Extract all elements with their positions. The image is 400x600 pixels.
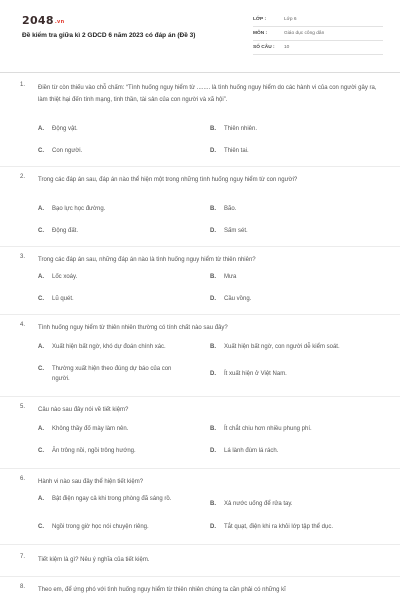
option-text: Không thầy đố mày làm nên. — [52, 426, 129, 432]
meta-table — [253, 13, 383, 55]
option-b[interactable] — [210, 124, 385, 134]
option-letter: C. — [38, 524, 44, 530]
option-c[interactable] — [38, 294, 198, 304]
logo-text: 2048 — [22, 14, 54, 27]
option-c[interactable] — [38, 446, 203, 456]
option-letter: D. — [210, 524, 216, 530]
document-title: Đề kiểm tra giữa kì 2 GDCD 6 năm 2023 có đáp án (Đề 3) — [22, 32, 196, 39]
option-text: Tắt quạt, điện khi ra khỏi lớp tập thể dục. — [224, 524, 333, 530]
option-letter: C. — [38, 148, 44, 154]
option-text: Thiên tai. — [224, 148, 249, 154]
option-letter: A. — [38, 126, 44, 132]
option-letter: A. — [38, 206, 44, 212]
option-text: Cầu vồng. — [224, 296, 252, 302]
meta-value: 10 — [284, 45, 290, 50]
option-letter: A. — [38, 496, 44, 502]
option-text: Ăn trông nồi, ngồi trông hướng. — [52, 448, 136, 454]
option-c[interactable] — [38, 226, 198, 236]
option-a[interactable] — [38, 272, 198, 282]
option-text: Ngồi trong giờ học nói chuyện riêng. — [52, 524, 149, 530]
option-letter: D. — [210, 148, 216, 154]
question-text: Theo em, để ứng phó với tình huống nguy hiểm từ thiên nhiên chúng ta cần phải có những kĩ — [38, 587, 286, 593]
option-b[interactable] — [210, 342, 390, 352]
option-letter: C. — [38, 366, 44, 372]
option-letter: B. — [210, 344, 216, 350]
option-d[interactable] — [210, 146, 385, 156]
meta-row-subject — [253, 27, 383, 41]
option-text: Lốc xoáy. — [52, 274, 78, 280]
option-text: Thường xuất hiện theo đúng dự báo của con người. — [52, 366, 172, 382]
option-c[interactable] — [38, 522, 203, 532]
option-letter: A. — [38, 426, 44, 432]
question-text: Câu nào sau đây nói về tiết kiệm? — [38, 407, 129, 413]
option-c[interactable] — [38, 364, 188, 384]
option-b[interactable] — [210, 499, 385, 509]
option-text: Sấm sét. — [224, 228, 248, 234]
question-text: Trong các đáp án sau, những đáp án nào là tình huống nguy hiểm từ thiên nhiên? — [38, 257, 256, 263]
question-divider — [0, 544, 400, 545]
option-text: Lá lành đùm lá rách. — [224, 448, 279, 454]
option-text: Con người. — [52, 148, 83, 154]
option-text: Mưa — [224, 274, 237, 280]
question-number: 8. — [20, 584, 26, 590]
question-divider — [0, 396, 400, 397]
question-number: 4. — [20, 322, 26, 328]
option-text: Xuất hiện bất ngờ, con người dễ kiểm soát. — [224, 344, 340, 350]
option-text: Động vật. — [52, 126, 78, 132]
option-text: Bão. — [224, 206, 237, 212]
option-letter: B. — [210, 426, 216, 432]
option-a[interactable] — [38, 124, 198, 134]
question-divider — [0, 166, 400, 167]
option-letter: D. — [210, 371, 216, 377]
logo-suffix: .vn — [54, 19, 65, 25]
option-text: Bạo lực học đường. — [52, 206, 106, 212]
option-text: Động đất. — [52, 228, 79, 234]
option-a[interactable] — [38, 494, 188, 504]
option-a[interactable] — [38, 424, 203, 434]
question-divider — [0, 246, 400, 247]
meta-value: Giáo dục công dân — [284, 31, 325, 36]
option-d[interactable] — [210, 369, 385, 379]
option-letter: B. — [210, 274, 216, 280]
question-number: 3. — [20, 254, 26, 260]
option-letter: B. — [210, 501, 216, 507]
question-divider — [0, 468, 400, 469]
question-number: 2. — [20, 174, 26, 180]
option-d[interactable] — [210, 226, 385, 236]
option-letter: C. — [38, 448, 44, 454]
question-text: Điền từ còn thiếu vào chỗ chấm: “Tình huống nguy hiểm từ ........ là tình huống nguy hiểm do các hành vi của con người gây ra, làm thiệt hại đến tính mạng, tinh thần, tài sản của con người và xã hội”. — [38, 85, 377, 103]
meta-key: SỐ CÂU : — [253, 45, 275, 50]
option-d[interactable] — [210, 522, 390, 532]
question-number: 1. — [20, 82, 26, 88]
meta-key: MÔN : — [253, 31, 268, 36]
question-divider — [0, 314, 400, 315]
option-a[interactable] — [38, 204, 198, 214]
option-text: Bật điện ngay cả khi trong phòng đã sáng rồ. — [52, 496, 172, 502]
option-text: Lũ quét. — [52, 296, 74, 302]
option-d[interactable] — [210, 446, 385, 456]
question-number: 6. — [20, 476, 26, 482]
option-b[interactable] — [210, 424, 385, 434]
option-text: Thiên nhiên. — [224, 126, 258, 132]
option-letter: C. — [38, 228, 44, 234]
option-c[interactable] — [38, 146, 198, 156]
header — [0, 0, 400, 62]
option-letter: A. — [38, 344, 44, 350]
question-number: 5. — [20, 404, 26, 410]
question-number: 7. — [20, 554, 26, 560]
header-divider — [0, 72, 400, 73]
meta-row-class — [253, 13, 383, 27]
question-text: Tình huống nguy hiểm từ thiên nhiên thường có tính chất nào sau đây? — [38, 325, 228, 331]
option-a[interactable] — [38, 342, 208, 352]
option-letter: D. — [210, 228, 216, 234]
option-letter: D. — [210, 296, 216, 302]
question-text: Trong các đáp án sau, đáp án nào thể hiện một trong những tình huống nguy hiểm từ con người? — [38, 177, 298, 183]
option-b[interactable] — [210, 272, 385, 282]
meta-row-count — [253, 41, 383, 55]
option-letter: A. — [38, 274, 44, 280]
option-text: Xuất hiện bất ngờ, khó dự đoán chính xác. — [52, 344, 166, 350]
meta-key: LỚP : — [253, 17, 267, 22]
question-divider — [0, 576, 400, 577]
option-letter: D. — [210, 448, 216, 454]
option-b[interactable] — [210, 204, 385, 214]
option-letter: C. — [38, 296, 44, 302]
meta-value: Lớp 6 — [284, 17, 297, 22]
option-text: Ít xuất hiện ở Việt Nam. — [224, 371, 287, 377]
option-text: Xả nước uống để rửa tay. — [224, 501, 293, 507]
option-d[interactable] — [210, 294, 385, 304]
option-letter: B. — [210, 206, 216, 212]
option-letter: B. — [210, 126, 216, 132]
question-text: Hành vi nào sau đây thể hiện tiết kiệm? — [38, 479, 144, 485]
site-logo[interactable] — [22, 14, 64, 27]
question-text: Tiết kiệm là gì? Nêu ý nghĩa của tiết kiệm. — [38, 557, 150, 563]
option-text: Ít chắt chiu hơn nhiều phung phí. — [224, 426, 312, 432]
